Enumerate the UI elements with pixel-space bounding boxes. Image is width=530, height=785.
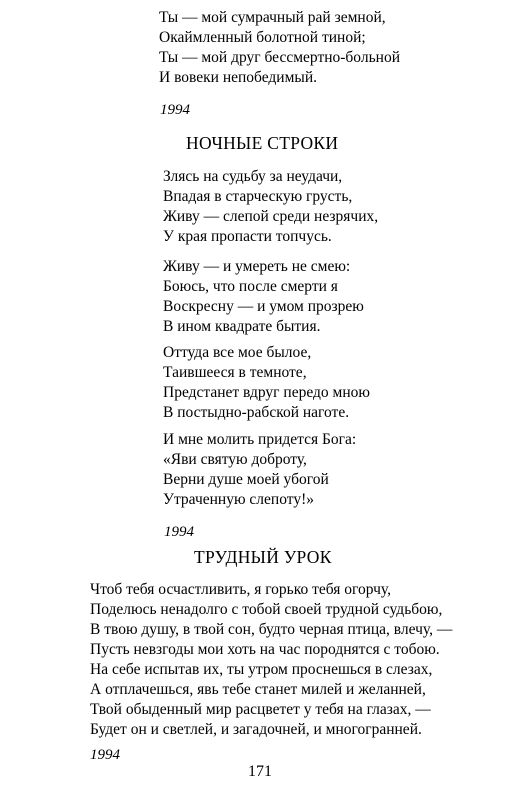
poem-line: На себе испытав их, ты утром проснешься в слезах, (90, 661, 433, 678)
poem-line: «Яви святую доброту, (163, 451, 307, 468)
poem-line: Впадая в старческую грусть, (163, 188, 353, 205)
poem-line: Воскресну — и умом прозрею (163, 298, 364, 315)
poem-line: У края пропасти топчусь. (163, 228, 332, 245)
poem-year: 1994 (160, 102, 190, 118)
poem-line: Злясь на судьбу за неудачи, (163, 168, 343, 185)
poem-line: Ты — мой сумрачный рай земной, (159, 9, 386, 26)
poem-line: Твой обыденный мир расцветет у тебя на глазах, — (90, 701, 431, 718)
poem-line: Окаймленный болотной тиной; (159, 29, 366, 46)
poem-line: Живу — слепой среди незрячих, (163, 208, 379, 225)
poem-line: А отплачешься, явь тебе станет милей и желанней, (90, 681, 426, 698)
poem-line: Таившееся в темноте, (163, 364, 307, 381)
poem-line: В ином квадрате бытия. (163, 318, 321, 335)
poem-line: И мне молить придется Бога: (163, 431, 357, 448)
poem-line: И вовеки непобедимый. (159, 69, 317, 86)
poem-line: Утраченную слепоту!» (163, 491, 314, 508)
poem-line: Боюсь, что после смерти я (163, 278, 338, 295)
poem-line: Верни душе моей убогой (163, 471, 329, 488)
poem-year: 1994 (164, 524, 194, 540)
poem-title: НОЧНЫЕ СТРОКИ (186, 133, 339, 153)
poem-line: Поделюсь ненадолго с тобой своей трудной судьбою, (90, 601, 443, 618)
page-number: 171 (248, 763, 272, 780)
poem-line: Будет он и светлей, и загадочней, и многогранней. (90, 721, 422, 738)
poem-line: В постыдно-рабской наготе. (163, 404, 350, 421)
poem-line: Чтоб тебя осчастливить, я горько тебя огорчу, (90, 581, 391, 598)
poem-line: Живу — и умереть не смею: (163, 258, 351, 275)
poem-line: В твою душу, в твой сон, будто черная птица, влечу, — (90, 621, 453, 638)
poem-line: Предстанет вдруг передо мною (163, 384, 370, 401)
poem-line: Ты — мой друг бессмертно-больной (159, 49, 400, 66)
poem-line: Пусть невзгоды мои хоть на час породнятся с тобою. (90, 641, 440, 658)
poem-line: Оттуда все мое былое, (163, 344, 312, 361)
poem-title: ТРУДНЫЙ УРОК (194, 547, 332, 567)
poem-year: 1994 (90, 747, 120, 763)
